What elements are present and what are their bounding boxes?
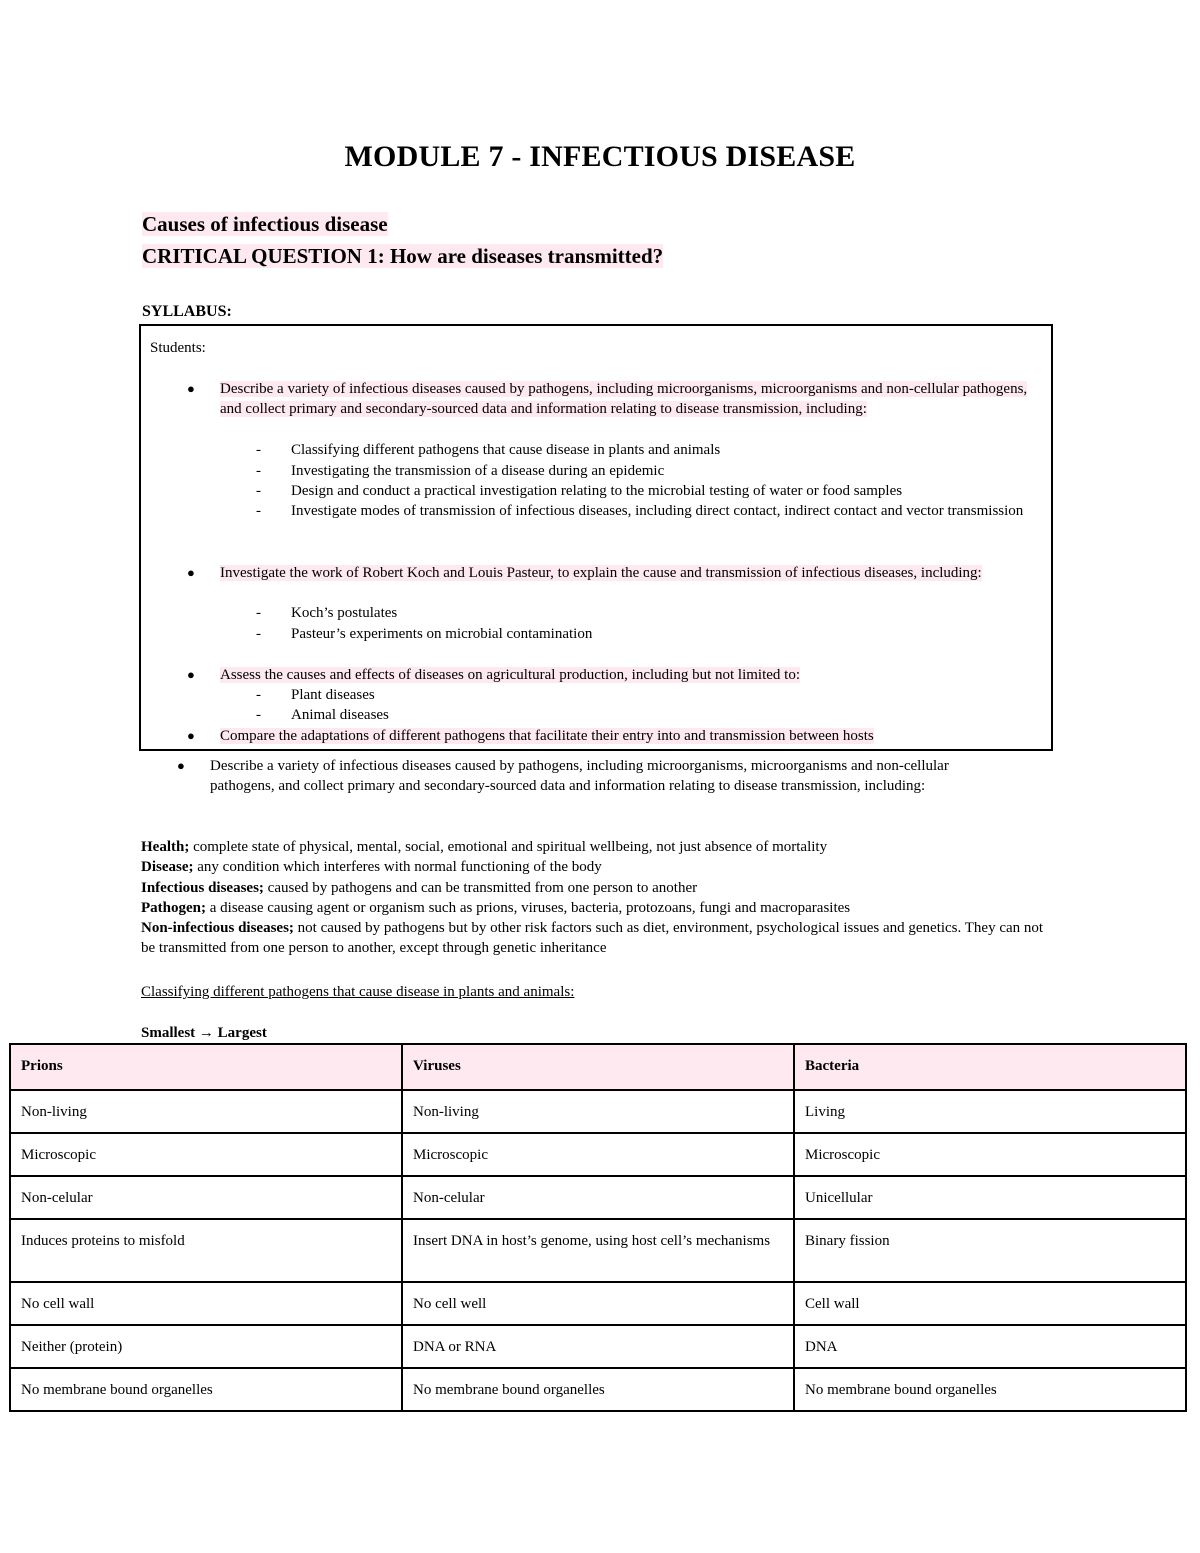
bullet-text: Describe a variety of infectious diseases caused by pathogens, including microorganisms, microorganisms and non-cellular pathogens, and collect primary and secondary-sourced data and information relating to disease transmission, including: bbox=[220, 381, 1028, 418]
dash-icon: - bbox=[256, 605, 261, 621]
dash-icon: - bbox=[256, 503, 261, 519]
subitem-text: Investigate modes of transmission of infectious diseases, including direct contact, indirect contact and vector transmission bbox=[291, 503, 1024, 519]
definition-text: a disease causing agent or organism such as prions, viruses, bacteria, protozoans, fungi and macroparasites bbox=[206, 899, 851, 916]
definition-item bbox=[141, 898, 1051, 918]
definition-term: Non-infectious diseases; bbox=[141, 920, 294, 937]
table-cell: Microscopic bbox=[402, 1133, 794, 1176]
size-order-label: Smallest → Largest bbox=[141, 1025, 267, 1041]
table-header: Prions bbox=[10, 1044, 402, 1090]
table-cell: No cell wall bbox=[10, 1282, 402, 1325]
bullet-icon: ● bbox=[187, 381, 195, 396]
table-cell: Insert DNA in host’s genome, using host cell’s mechanisms bbox=[402, 1219, 794, 1282]
table-cell: Cell wall bbox=[794, 1282, 1186, 1325]
table-cell: No cell well bbox=[402, 1282, 794, 1325]
students-label: Students: bbox=[150, 340, 206, 356]
dash-icon: - bbox=[256, 442, 261, 458]
definitions bbox=[141, 837, 1051, 959]
table-cell: Microscopic bbox=[10, 1133, 402, 1176]
table-cell: Non-living bbox=[10, 1090, 402, 1133]
syllabus-bullet bbox=[187, 726, 1044, 746]
dash-icon: - bbox=[256, 463, 261, 479]
dash-icon: - bbox=[256, 626, 261, 642]
definition-text: complete state of physical, mental, social, emotional and spiritual wellbeing, not just absence of mortality bbox=[189, 839, 828, 855]
definition-term: Disease; bbox=[141, 859, 194, 876]
table-row bbox=[10, 1325, 1186, 1368]
syllabus-subitem bbox=[256, 685, 1051, 705]
syllabus-subitem bbox=[256, 440, 1051, 460]
bullet-icon: ● bbox=[177, 758, 185, 773]
definition-item bbox=[141, 857, 1051, 877]
definition-term: Pathogen; bbox=[141, 899, 206, 916]
section-heading-text: Causes of infectious disease bbox=[142, 212, 388, 236]
table-header: Viruses bbox=[402, 1044, 794, 1090]
definition-item bbox=[141, 837, 1051, 857]
syllabus-subitem bbox=[256, 501, 1051, 521]
table-cell: Microscopic bbox=[794, 1133, 1186, 1176]
critical-question bbox=[142, 244, 663, 269]
page-title: MODULE 7 - INFECTIOUS DISEASE bbox=[344, 140, 856, 173]
table-cell: Living bbox=[794, 1090, 1186, 1133]
repeated-bullet bbox=[177, 756, 1010, 797]
classify-heading: Classifying different pathogens that cause disease in plants and animals: bbox=[141, 984, 575, 1000]
pathogen-table bbox=[9, 1043, 1187, 1412]
syllabus-label: SYLLABUS: bbox=[142, 303, 232, 320]
table-row bbox=[10, 1282, 1186, 1325]
dash-icon: - bbox=[256, 687, 261, 703]
critical-question-text: CRITICAL QUESTION 1: How are diseases transmitted? bbox=[142, 244, 664, 268]
definition-item bbox=[141, 878, 1051, 898]
dash-icon: - bbox=[256, 483, 261, 499]
syllabus-subitem bbox=[256, 603, 1051, 623]
definition-item bbox=[141, 918, 1051, 959]
table-cell: Neither (protein) bbox=[10, 1325, 402, 1368]
table-cell: DNA or RNA bbox=[402, 1325, 794, 1368]
definition-text: caused by pathogens and can be transmitted from one person to another bbox=[263, 879, 698, 896]
bullet-icon: ● bbox=[187, 667, 195, 682]
syllabus-subitem bbox=[256, 461, 1051, 481]
table-cell: DNA bbox=[794, 1325, 1186, 1368]
bullet-text: Compare the adaptations of different pathogens that facilitate their entry into and transmission between hosts bbox=[220, 728, 874, 744]
syllabus-subitem bbox=[256, 481, 1051, 501]
subitem-text: Investigating the transmission of a disease during an epidemic bbox=[291, 463, 665, 479]
bullet-text: Assess the causes and effects of diseases on agricultural production, including but not limited to: bbox=[220, 667, 801, 683]
subitem-text: Pasteur’s experiments on microbial contamination bbox=[291, 626, 593, 642]
table-row bbox=[10, 1176, 1186, 1219]
subitem-text: Classifying different pathogens that cause disease in plants and animals bbox=[291, 442, 721, 458]
bullet-icon: ● bbox=[187, 565, 195, 580]
definition-term: Infectious diseases; bbox=[141, 879, 264, 896]
table-cell: Non-living bbox=[402, 1090, 794, 1133]
subitem-text: Koch’s postulates bbox=[291, 605, 398, 621]
syllabus-bullet bbox=[187, 379, 1044, 420]
bullet-text: Investigate the work of Robert Koch and Louis Pasteur, to explain the cause and transmission of infectious diseases, including: bbox=[220, 565, 982, 581]
definition-text: not caused by pathogens but by other risk factors such as diet, environment, psychological issues and genetics. They can not be transmitted from one person to another, except through genetic inheritance bbox=[141, 920, 1044, 957]
section-heading bbox=[142, 212, 388, 237]
table-cell: Non-celular bbox=[10, 1176, 402, 1219]
subitem-text: Animal diseases bbox=[291, 707, 389, 723]
table-cell: Induces proteins to misfold bbox=[10, 1219, 402, 1282]
table-cell: No membrane bound organelles bbox=[10, 1368, 402, 1411]
table-cell: No membrane bound organelles bbox=[794, 1368, 1186, 1411]
definition-term: Health; bbox=[141, 839, 190, 855]
subitem-text: Design and conduct a practical investigation relating to the microbial testing of water or food samples bbox=[291, 483, 903, 499]
table-row bbox=[10, 1133, 1186, 1176]
dash-icon: - bbox=[256, 707, 261, 723]
table-cell: Binary fission bbox=[794, 1219, 1186, 1282]
bullet-icon: ● bbox=[187, 728, 195, 743]
table-row bbox=[10, 1090, 1186, 1133]
table-header-row bbox=[10, 1044, 1186, 1090]
table-cell: Unicellular bbox=[794, 1176, 1186, 1219]
syllabus-subitem bbox=[256, 705, 1051, 725]
table-row bbox=[10, 1368, 1186, 1411]
table-cell: No membrane bound organelles bbox=[402, 1368, 794, 1411]
table-header: Bacteria bbox=[794, 1044, 1186, 1090]
syllabus-bullet bbox=[187, 563, 1044, 583]
repeated-bullet-text: Describe a variety of infectious diseases caused by pathogens, including microorganisms, microorganisms and non-cellular pathogens, and collect primary and secondary-sourced data and information relating to disease transmission, including: bbox=[210, 758, 949, 795]
definition-text: any condition which interferes with normal functioning of the body bbox=[193, 859, 602, 876]
syllabus-bullet bbox=[187, 665, 1044, 685]
table-row bbox=[10, 1219, 1186, 1282]
syllabus-subitem bbox=[256, 624, 1051, 644]
subitem-text: Plant diseases bbox=[291, 687, 375, 703]
syllabus-box bbox=[139, 324, 1053, 751]
table-cell: Non-celular bbox=[402, 1176, 794, 1219]
